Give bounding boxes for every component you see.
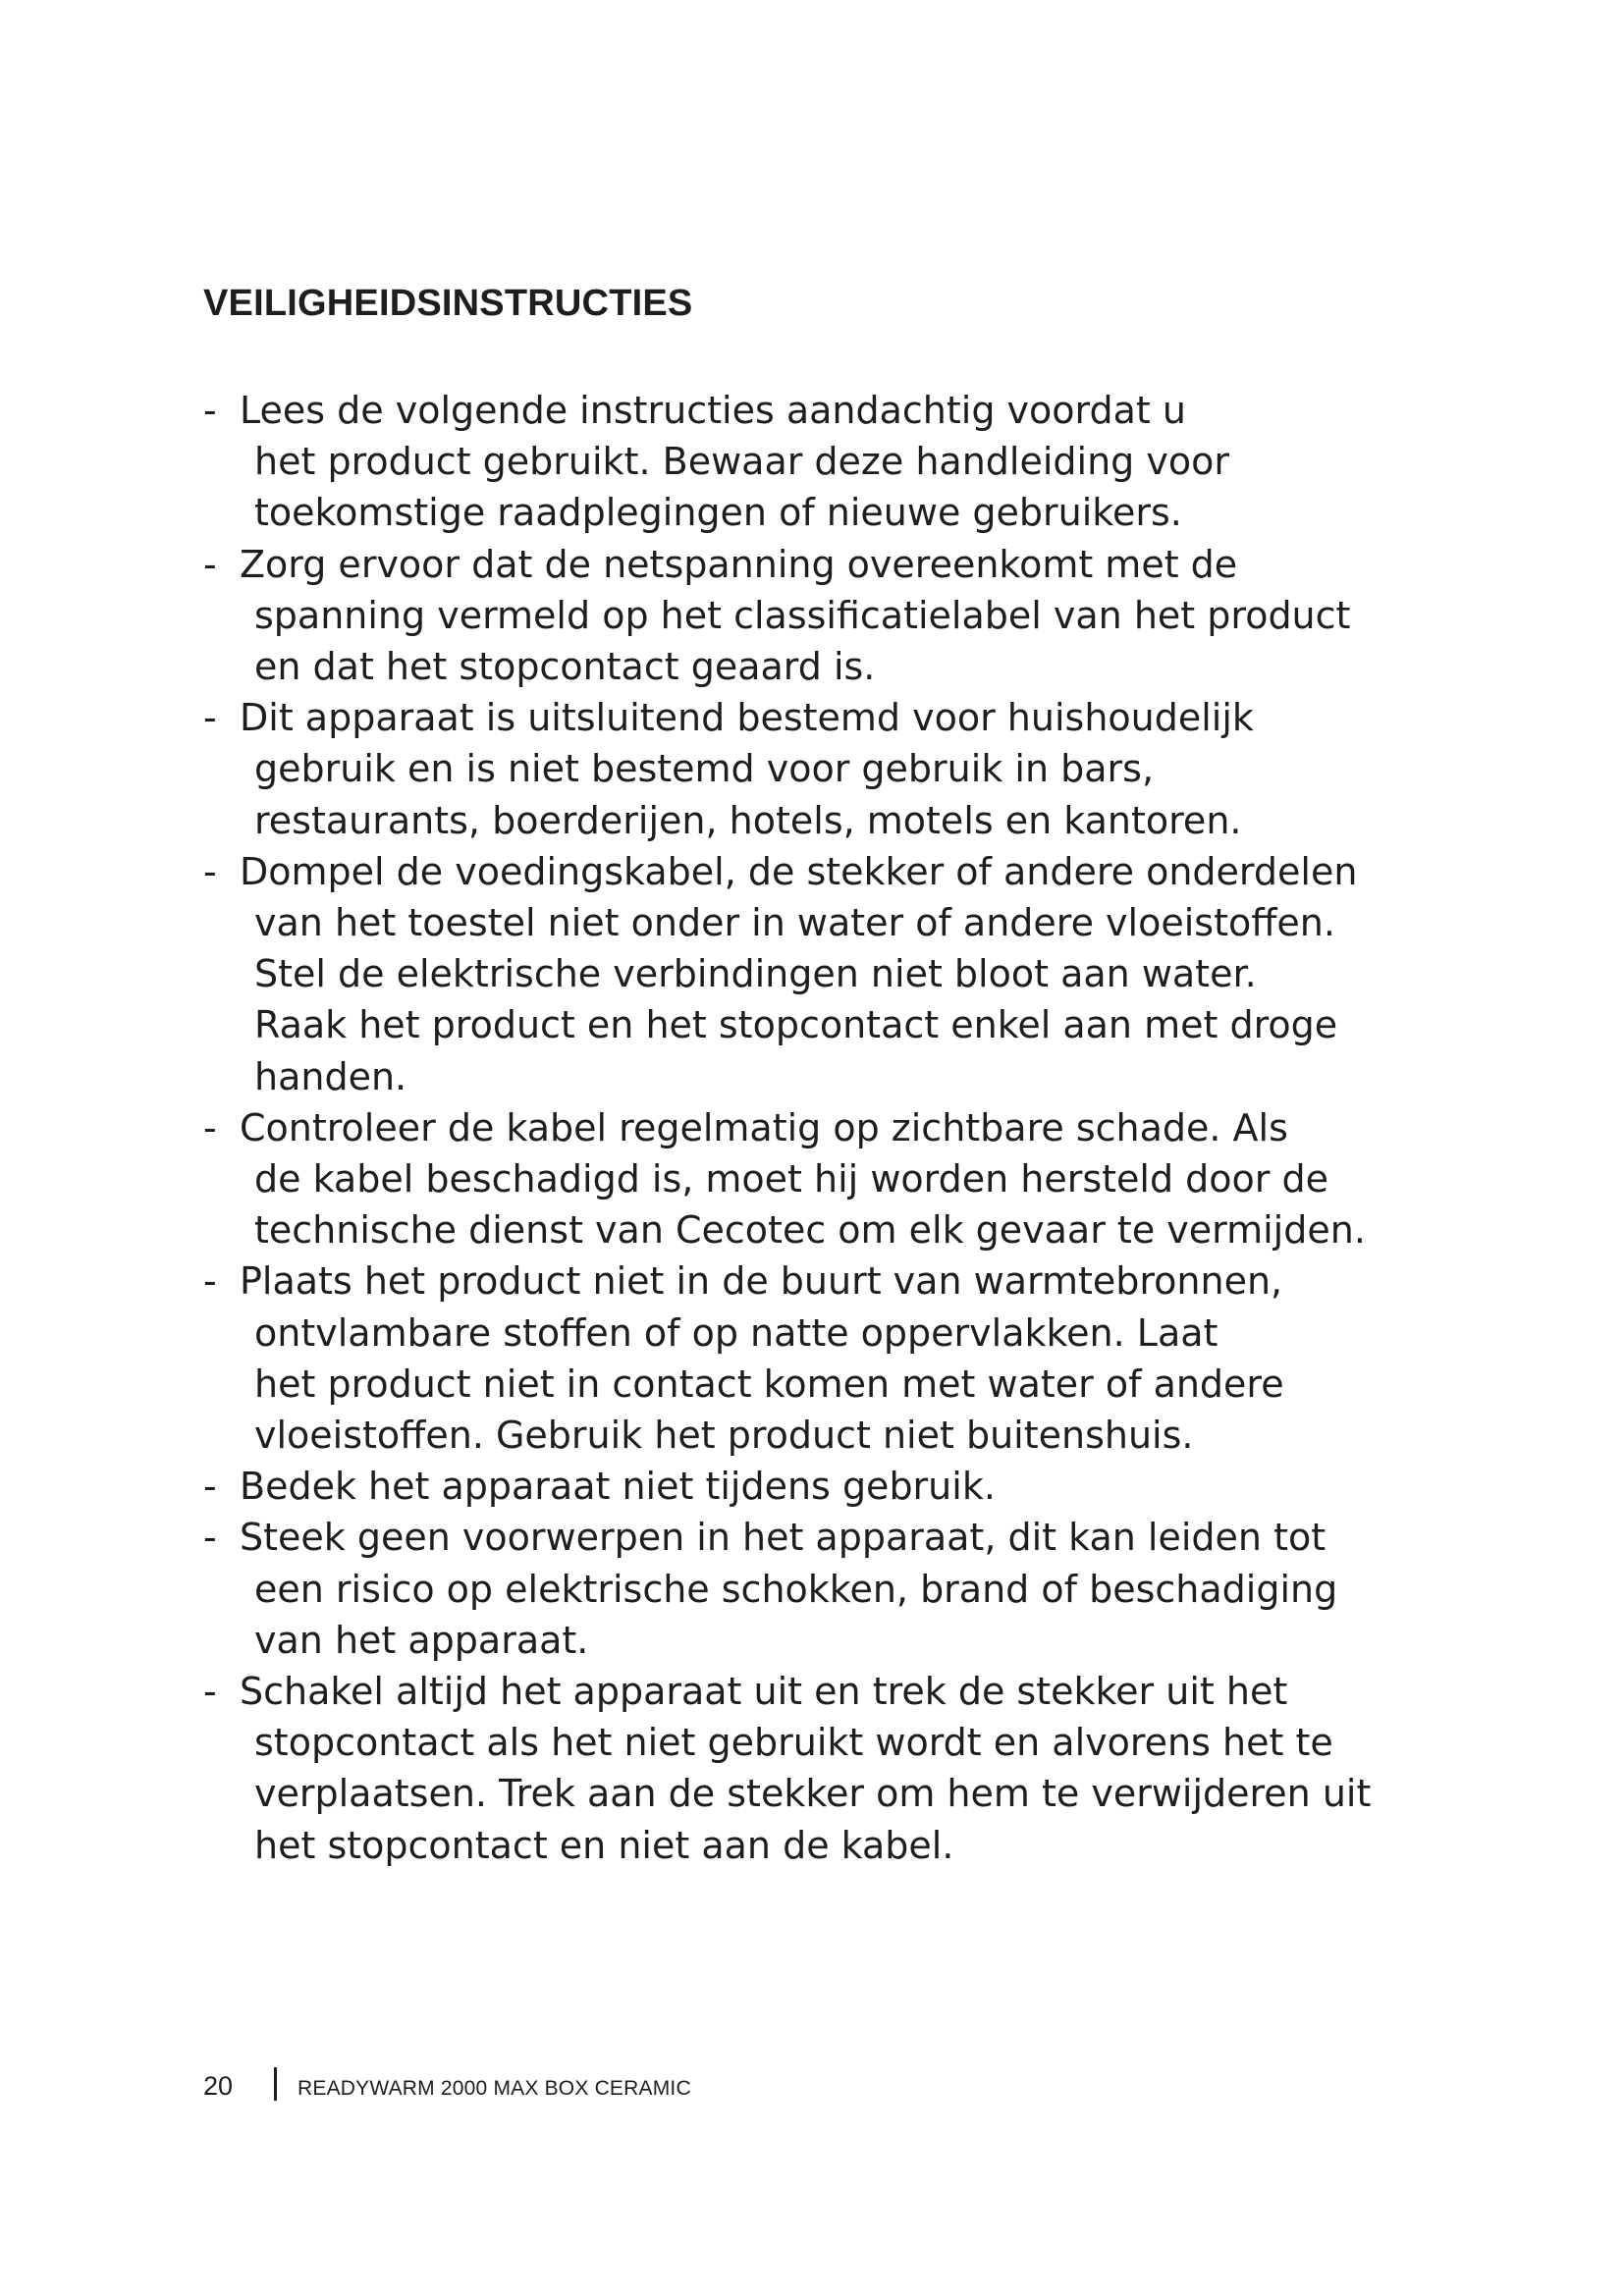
list-item xyxy=(203,1512,1480,1666)
bullet-dash: - xyxy=(203,1259,217,1304)
instruction-line: van het apparaat. xyxy=(254,1618,589,1662)
page-heading: VEILIGHEIDSINSTRUCTIES xyxy=(203,283,693,324)
instruction-line: ontvlambare stoffen of op natte oppervlakken. Laat xyxy=(254,1310,1218,1355)
safety-instructions-list xyxy=(203,385,1480,1871)
instruction-line: het product gebruikt. Bewaar deze handleiding voor xyxy=(254,440,1229,484)
instruction-line: Raak het product en het stopcontact enkel aan met droge xyxy=(254,1003,1338,1047)
list-item xyxy=(203,385,1480,539)
instruction-line: en dat het stopcontact geaard is. xyxy=(254,645,876,689)
product-name: READYWARM 2000 MAX BOX CERAMIC xyxy=(298,2077,691,2100)
footer-divider xyxy=(274,2067,277,2101)
instruction-line: Dit apparaat is uitsluitend bestemd voor huishoudelijk xyxy=(240,696,1254,740)
instruction-line: Plaats het product niet in de buurt van warmtebronnen, xyxy=(240,1259,1283,1304)
instruction-line: vloeistoffen. Gebruik het product niet buitenshuis. xyxy=(254,1414,1194,1458)
instruction-line: verplaatsen. Trek aan de stekker om hem te verwijderen uit xyxy=(254,1772,1372,1816)
instruction-line: gebruik en is niet bestemd voor gebruik in bars, xyxy=(254,747,1155,791)
instruction-line: Steek geen voorwerpen in het apparaat, dit kan leiden tot xyxy=(240,1516,1326,1560)
instruction-line: Zorg ervoor dat de netspanning overeenkomt met de xyxy=(240,542,1238,586)
instruction-line: Lees de volgende instructies aandachtig voordat u xyxy=(240,389,1186,432)
list-item xyxy=(203,846,1480,1102)
bullet-dash: - xyxy=(203,1516,217,1560)
instruction-line: Schakel altijd het apparaat uit en trek de stekker uit het xyxy=(240,1670,1288,1714)
bullet-dash: - xyxy=(203,696,217,740)
page-footer xyxy=(203,2067,1087,2107)
instruction-line: handen. xyxy=(254,1054,407,1098)
bullet-dash: - xyxy=(203,542,217,586)
instruction-line: van het toestel niet onder in water of andere vloeistoffen. xyxy=(254,901,1335,945)
instruction-line: het stopcontact en niet aan de kabel. xyxy=(254,1823,954,1867)
list-item xyxy=(203,1666,1480,1871)
list-item xyxy=(203,692,1480,846)
instruction-line: toekomstige raadplegingen of nieuwe gebruikers. xyxy=(254,491,1182,535)
instruction-line: stopcontact als het niet gebruikt wordt en alvorens het te xyxy=(254,1721,1333,1765)
instruction-line: Bedek het apparaat niet tijdens gebruik. xyxy=(240,1465,996,1509)
list-item xyxy=(203,539,1480,693)
bullet-dash: - xyxy=(203,849,217,893)
instruction-line: het product niet in contact komen met water of andere xyxy=(254,1362,1284,1406)
list-item xyxy=(203,1102,1480,1256)
instruction-line: Controleer de kabel regelmatig op zichtbare schade. Als xyxy=(240,1105,1288,1149)
bullet-dash: - xyxy=(203,1465,217,1509)
instruction-line: restaurants, boerderijen, hotels, motels en kantoren. xyxy=(254,798,1242,842)
instruction-line: Stel de elektrische verbindingen niet bloot aan water. xyxy=(254,952,1257,996)
bullet-dash: - xyxy=(203,1105,217,1149)
instruction-line: spanning vermeld op het classificatielabel van het product xyxy=(254,593,1351,637)
instruction-line: Dompel de voedingskabel, de stekker of andere onderdelen xyxy=(240,849,1358,893)
instruction-line: een risico op elektrische schokken, brand of beschadiging xyxy=(254,1567,1338,1611)
page-number: 20 xyxy=(203,2071,234,2101)
instruction-line: de kabel beschadigd is, moet hij worden hersteld door de xyxy=(254,1157,1329,1201)
list-item xyxy=(203,1255,1480,1461)
bullet-dash: - xyxy=(203,389,217,432)
list-item xyxy=(203,1461,1480,1512)
instruction-line: technische dienst van Cecotec om elk gevaar te vermijden. xyxy=(254,1208,1366,1253)
bullet-dash: - xyxy=(203,1670,217,1714)
